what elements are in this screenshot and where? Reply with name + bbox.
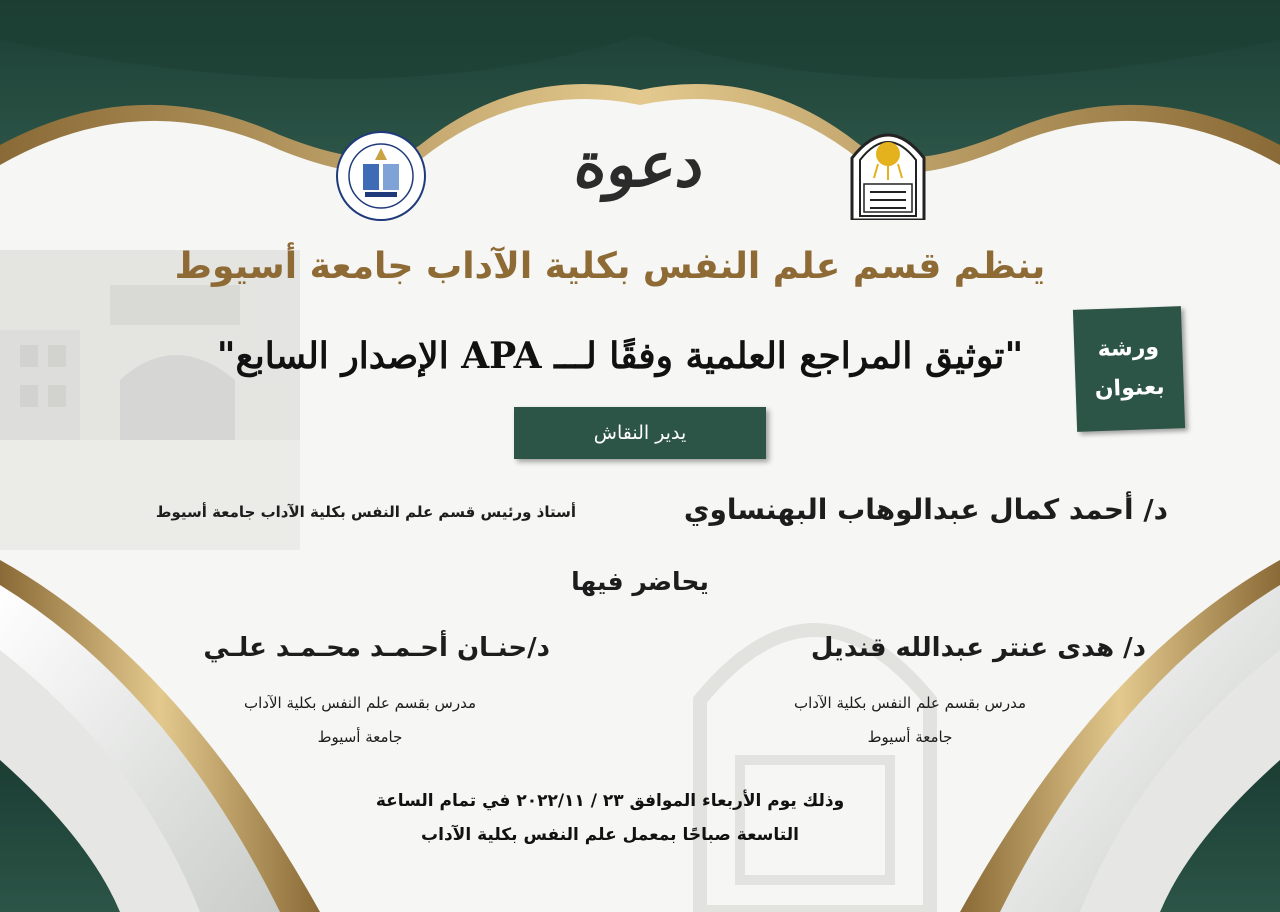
- moderator-label: يدير النقاش: [593, 422, 687, 444]
- speaker-affiliation: [730, 686, 1090, 754]
- watermark-emblem: [700, 630, 930, 912]
- workshop-label-sub: بعنوان: [1094, 374, 1165, 403]
- speaker-affiliation: [170, 686, 550, 754]
- workshop-label: ورشة: [1097, 334, 1160, 363]
- workshop-title: "توثيق المراجع العلمية وفقًا لـــ APA الإصدار السابع": [216, 335, 1024, 377]
- speaker-name: د/ هدى عنتر عبدالله قنديل: [810, 633, 1146, 663]
- invitation-title: دعوة: [570, 128, 710, 201]
- moderator-name: د/ أحمد كمال عبدالوهاب البهنساوي: [683, 493, 1168, 526]
- workshop-label-box: [1073, 306, 1185, 432]
- speaker-name: د/حنـان أحـمـد محـمـد علـي: [203, 633, 550, 663]
- lecturers-heading: يحاضر فيها: [571, 567, 709, 596]
- organizer-line: ينظم قسم علم النفس بكلية الآداب جامعة أسيوط: [174, 246, 1046, 287]
- event-time-place: التاسعة صباحًا بمعمل علم النفس بكلية الآداب: [421, 825, 799, 845]
- moderator-label-box: [514, 407, 766, 459]
- event-details: [300, 784, 920, 852]
- speaker-affiliation-line: مدرس بقسم علم النفس بكلية الآداب: [244, 694, 476, 712]
- event-date: وذلك يوم الأربعاء الموافق ٢٣ / ٢٠٢٢/١١ في تمام الساعة: [375, 791, 845, 811]
- speaker-affiliation-line: جامعة أسيوط: [317, 728, 403, 746]
- speaker-affiliation-line: جامعة أسيوط: [867, 728, 953, 746]
- speaker-affiliation-line: مدرس بقسم علم النفس بكلية الآداب: [794, 694, 1026, 712]
- moderator-title: أستاذ ورئيس قسم علم النفس بكلية الآداب جامعة أسيوط: [155, 503, 576, 521]
- faculty-logo-icon: [335, 130, 427, 222]
- university-logo-icon: [848, 118, 928, 220]
